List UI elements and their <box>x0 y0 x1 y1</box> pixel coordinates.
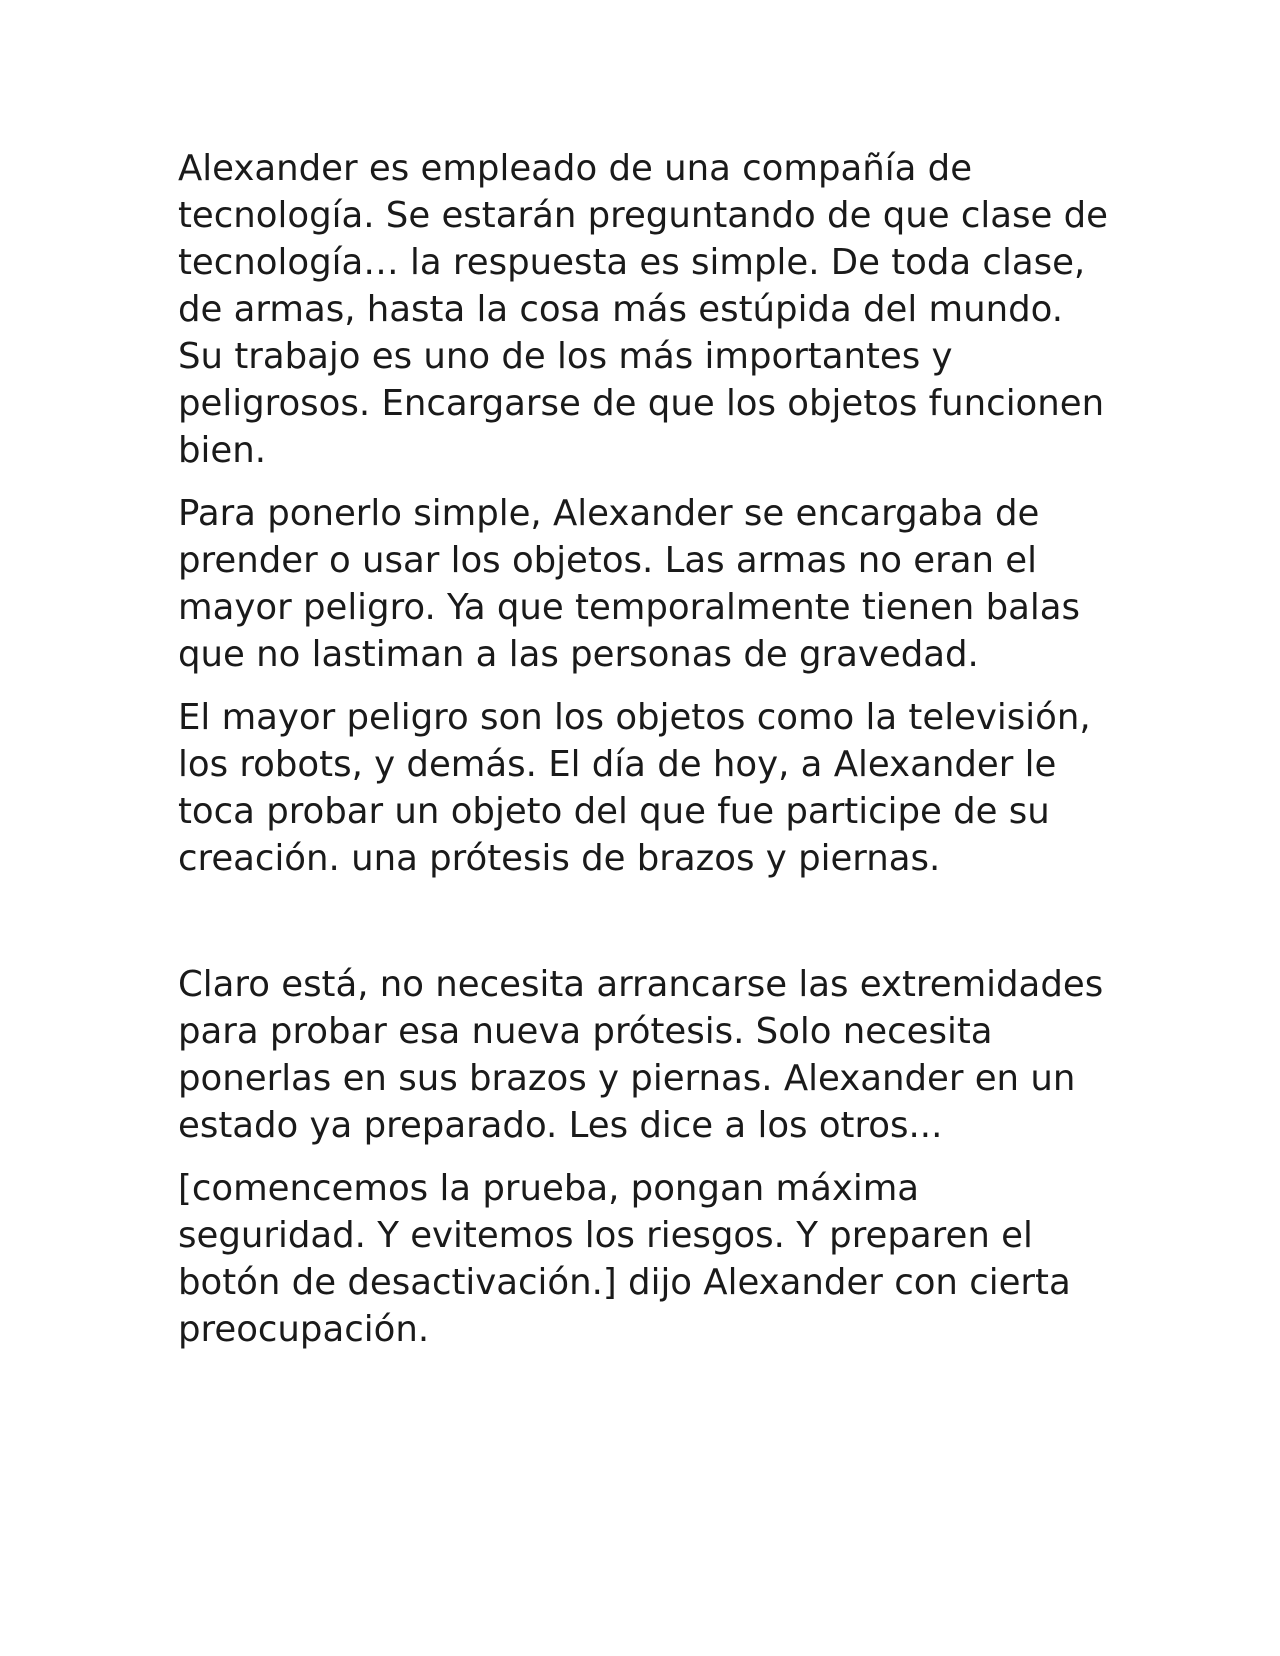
paragraph-3: El mayor peligro son los objetos como la televisión, los robots, y demás. El día de hoy, a Alexander le toca probar un objeto del que fue participe de su creación. una prótesis de brazos y piernas. <box>178 697 1091 879</box>
document-body <box>178 145 1108 1369</box>
paragraph-4: Claro está, no necesita arrancarse las extremidades para probar esa nueva prótesis. Solo necesita ponerlas en sus brazos y piernas. Alexander en un estado ya preparado. Les dice a los otros... <box>178 964 1104 1146</box>
paragraph-1: Alexander es empleado de una compañía de tecnología. Se estarán preguntando de que clase de tecnología… la respuesta es simple. De toda clase, de armas, hasta la cosa más estúpida del mundo. Su trabajo es uno de los más importantes y peligrosos. Encargarse de que los objetos funcionen bien. <box>178 148 1108 471</box>
paragraph-5: [comencemos la prueba, pongan máxima seguridad. Y evitemos los riesgos. Y preparen el botón de desactivación.] dijo Alexander con cierta preocupación. <box>178 1168 1071 1350</box>
paragraph-2: Para ponerlo simple, Alexander se encargaba de prender o usar los objetos. Las armas no eran el mayor peligro. Ya que temporalmente tienen balas que no lastiman a las personas de gravedad. <box>178 493 1080 675</box>
paragraph-gap <box>178 898 1108 961</box>
